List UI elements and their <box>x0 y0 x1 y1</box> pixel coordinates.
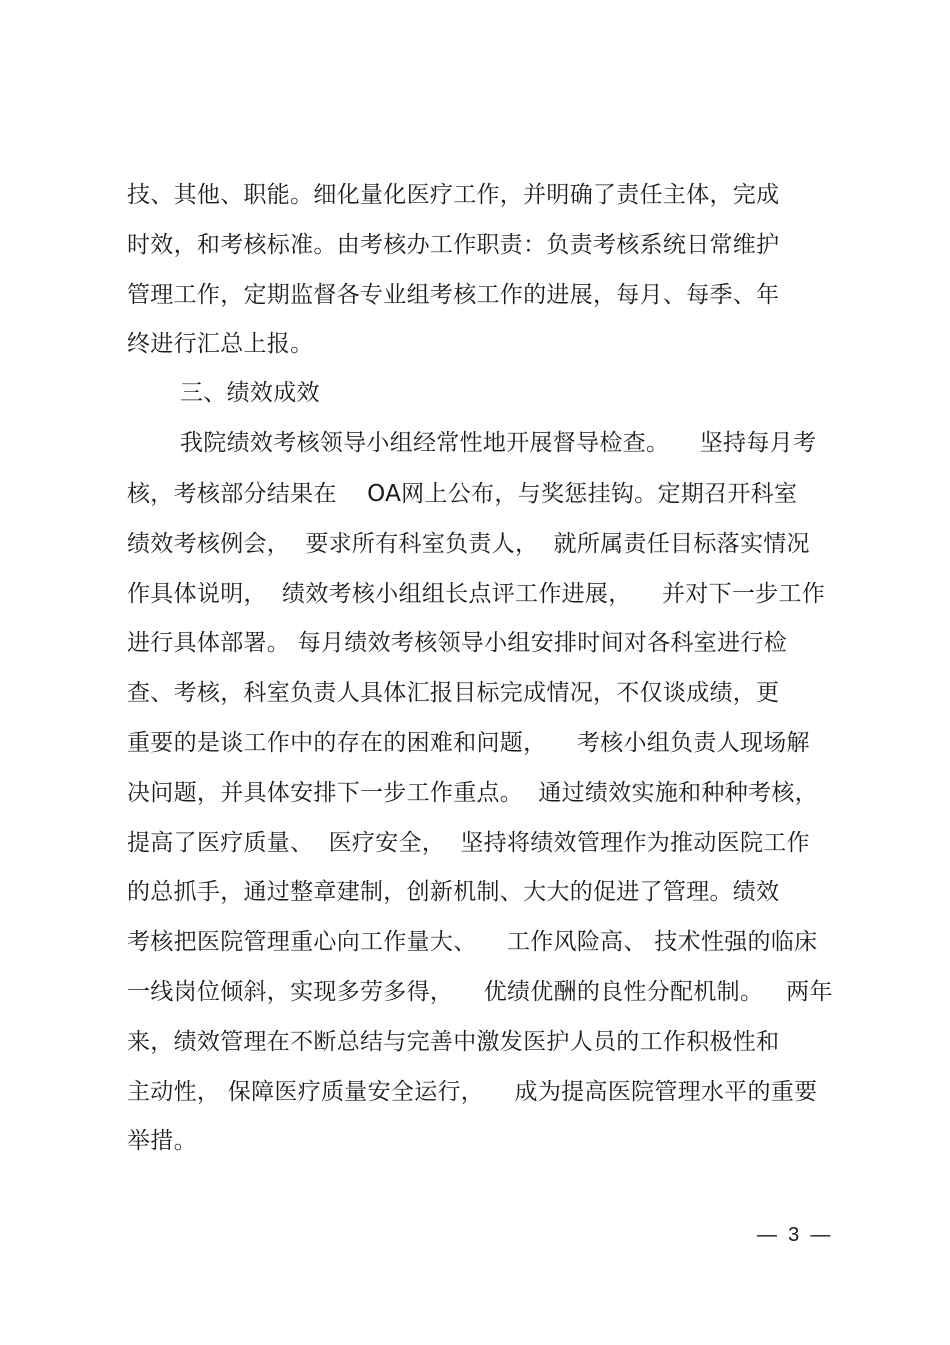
body-text-line: 一线岗位倾斜，实现多劳多得， 优绩优酬的良性分配机制。 两年 <box>127 979 833 1005</box>
body-text-line: 举措。 <box>127 1128 197 1154</box>
body-text-line: 技、其他、职能。细化量化医疗工作，并明确了责任主体，完成 <box>127 182 780 208</box>
body-text-line: 考核把医院管理重心向工作量大、 工作风险高、 技术性强的临床 <box>127 929 818 955</box>
body-text-line: 终进行汇总上报。 <box>127 331 314 357</box>
body-text-line: 的总抓手，通过整章建制，创新机制、大大的促进了管理。绩效 <box>127 879 780 905</box>
body-text-line: 提高了医疗质量、 医疗安全， 坚持将绩效管理作为推动医院工作 <box>127 830 810 856</box>
body-text-line: 进行具体部署。 每月绩效考核领导小组安排时间对各科室进行检 <box>127 630 788 656</box>
body-text-line: 重要的是谈工作中的存在的困难和问题， 考核小组负责人现场解 <box>127 730 810 756</box>
body-text-line: 主动性， 保障医疗质量安全运行， 成为提高医院管理水平的重要 <box>127 1079 818 1105</box>
body-text-line: 核，考核部分结果在 OA网上公布，与奖惩挂钩。定期召开科室 <box>127 481 798 507</box>
body-text-line: 绩效考核例会， 要求所有科室负责人， 就所属责任目标落实情况 <box>127 531 810 557</box>
page-number: — 3 — <box>757 1224 831 1246</box>
body-text-line: 作具体说明， 绩效考核小组组长点评工作进展， 并对下一步工作 <box>127 581 826 607</box>
section-heading: 三、绩效成效 <box>180 380 320 406</box>
body-text-line: 决问题，并具体安排下一步工作重点。 通过绩效实施和种种考核， <box>127 780 818 806</box>
body-text-line: 管理工作，定期监督各专业组考核工作的进展，每月、每季、年 <box>127 282 780 308</box>
body-text-line: 时效，和考核标准。由考核办工作职责：负责考核系统日常维护 <box>127 232 780 258</box>
paragraph-first-line: 我院绩效考核领导小组经常性地开展督导检查。 坚持每月考 <box>180 430 817 456</box>
body-text-line: 来，绩效管理在不断总结与完善中激发医护人员的工作积极性和 <box>127 1029 780 1055</box>
body-text-line: 查、考核，科室负责人具体汇报目标完成情况，不仅谈成绩，更 <box>127 680 780 706</box>
